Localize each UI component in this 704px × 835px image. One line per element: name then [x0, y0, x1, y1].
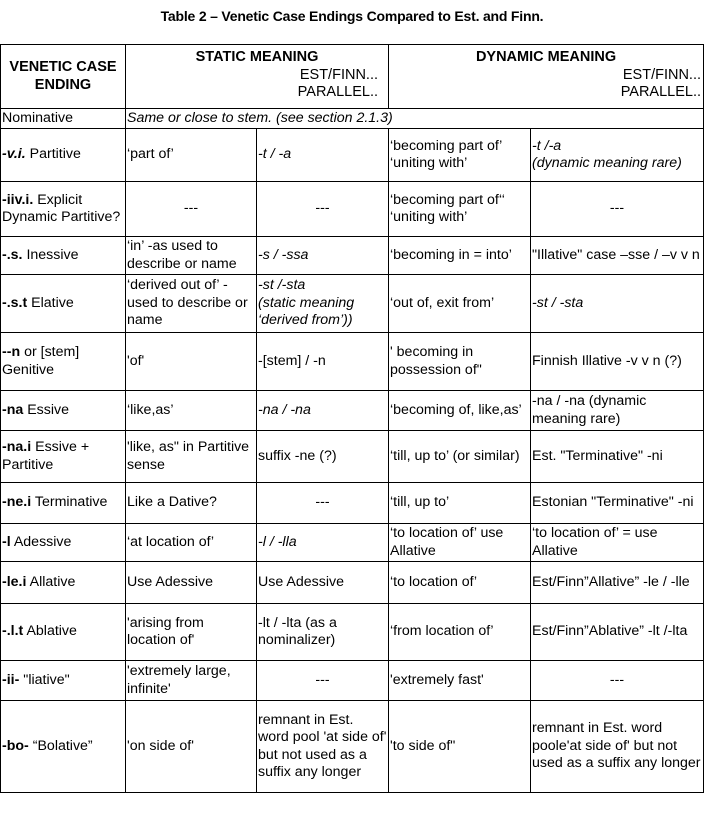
- ending-cell: Nominative: [1, 109, 126, 129]
- dynamic-meaning-cell: ‘from location of’: [389, 604, 531, 661]
- table-row: [1, 661, 704, 701]
- static-meaning-cell: ‘part of’: [126, 129, 257, 182]
- ending-cell: -le.i Allative: [1, 562, 126, 604]
- case-endings-table: [0, 44, 704, 793]
- static-parallel-cell: suffix -ne (?): [257, 431, 389, 483]
- static-meaning-cell: Like a Dative?: [126, 483, 257, 524]
- ending-cell: -v.i. Partitive: [1, 129, 126, 182]
- ending-cell: -na Essive: [1, 391, 126, 431]
- dynamic-parallel-cell: -t /-a (dynamic meaning rare): [531, 129, 704, 182]
- static-meaning-cell: Use Adessive: [126, 562, 257, 604]
- dynamic-meaning-cell: ‘becoming part of‘‘ ‘uniting with’: [389, 182, 531, 237]
- ending-cell: -bo- “Bolative”: [1, 701, 126, 793]
- table-row: [1, 237, 704, 275]
- ending-cell: --n or [stem] Genitive: [1, 333, 126, 391]
- static-meaning-cell: 'arising from location of': [126, 604, 257, 661]
- dynamic-parallel-cell: Est/Finn”Ablative” -lt /-lta: [531, 604, 704, 661]
- table-row: [1, 109, 704, 129]
- ending-cell: -iiv.i. Explicit Dynamic Partitive?: [1, 182, 126, 237]
- static-meaning-cell: ---: [126, 182, 257, 237]
- ending-cell: -.s. Inessive: [1, 237, 126, 275]
- ending-cell: -l Adessive: [1, 524, 126, 562]
- table-row: [1, 524, 704, 562]
- dynamic-parallel-cell: Estonian "Terminative" -ni: [531, 483, 704, 524]
- table-row: [1, 333, 704, 391]
- dynamic-parallel-cell: ---: [531, 182, 704, 237]
- dynamic-parallel-cell: Est. "Terminative" -ni: [531, 431, 704, 483]
- static-parallel-cell: -st /-sta (static meaning ‘derived from’)): [257, 275, 389, 333]
- dynamic-parallel-label: EST/FINN... PARALLEL..: [620, 66, 702, 100]
- static-meaning-cell: 'on side of': [126, 701, 257, 793]
- static-parallel-cell: ---: [257, 483, 389, 524]
- dynamic-meaning-cell: ‘to location of’ use Allative: [389, 524, 531, 562]
- dynamic-title: DYNAMIC MEANING: [475, 49, 617, 65]
- static-parallel-cell: -t / -a: [257, 129, 389, 182]
- dynamic-meaning-cell: ‘becoming of, like,as’: [389, 391, 531, 431]
- static-parallel-cell: Use Adessive: [257, 562, 389, 604]
- dynamic-meaning-cell: ‘becoming in = into’: [389, 237, 531, 275]
- table-row: [1, 562, 704, 604]
- static-parallel-cell: ---: [257, 661, 389, 701]
- dynamic-meaning-cell: ‘till, up to’: [389, 483, 531, 524]
- dynamic-meaning-cell: 'extremely fast': [389, 661, 531, 701]
- static-meaning-cell: ‘in’ -as used to describe or name: [126, 237, 257, 275]
- static-parallel-cell: -na / -na: [257, 391, 389, 431]
- static-parallel-cell: ---: [257, 182, 389, 237]
- header-row: [1, 45, 704, 109]
- static-parallel-cell: -lt / -lta (as a nominalizer): [257, 604, 389, 661]
- header-static-meaning: [126, 45, 389, 109]
- dynamic-parallel-cell: "Illative" case –sse / –v v n: [531, 237, 704, 275]
- table-row: [1, 275, 704, 333]
- dynamic-parallel-cell: Finnish Illative -v v n (?): [531, 333, 704, 391]
- dynamic-meaning-cell: ‘till, up to’ (or similar): [389, 431, 531, 483]
- merged-meaning-cell: Same or close to stem. (see section 2.1.3): [126, 109, 704, 129]
- static-parallel-cell: remnant in Est. word pool 'at side of' but not used as a suffix any longer: [257, 701, 389, 793]
- static-parallel-cell: -l / -lla: [257, 524, 389, 562]
- table-row: [1, 483, 704, 524]
- dynamic-parallel-cell: -na / -na (dynamic meaning rare): [531, 391, 704, 431]
- static-meaning-cell: ‘at location of’: [126, 524, 257, 562]
- dynamic-parallel-cell: Est/Finn”Allative” -le / -lle: [531, 562, 704, 604]
- dynamic-parallel-cell: -st / -sta: [531, 275, 704, 333]
- table-row: [1, 129, 704, 182]
- ending-cell: -.s.t Elative: [1, 275, 126, 333]
- static-meaning-cell: ‘like,as’: [126, 391, 257, 431]
- static-meaning-cell: ‘derived out of’ - used to describe or name: [126, 275, 257, 333]
- ending-cell: -ne.i Terminative: [1, 483, 126, 524]
- dynamic-parallel-cell: remnant in Est. word poole'at side of' but not used as a suffix any longer: [531, 701, 704, 793]
- static-title: STATIC MEANING: [195, 49, 319, 65]
- dynamic-meaning-cell: ‘to location of’: [389, 562, 531, 604]
- dynamic-parallel-cell: ---: [531, 661, 704, 701]
- table-row: [1, 701, 704, 793]
- static-meaning-cell: 'like, as" in Partitive sense: [126, 431, 257, 483]
- static-meaning-cell: 'of': [126, 333, 257, 391]
- dynamic-parallel-cell: ‘to location of’ = use Allative: [531, 524, 704, 562]
- dynamic-meaning-cell: 'to side of": [389, 701, 531, 793]
- static-parallel-label: EST/FINN... PARALLEL..: [297, 66, 379, 100]
- table-row: [1, 604, 704, 661]
- ending-cell: -ii- "liative": [1, 661, 126, 701]
- dynamic-meaning-cell: ' becoming in possession of": [389, 333, 531, 391]
- ending-cell: -na.i Essive + Partitive: [1, 431, 126, 483]
- static-parallel-cell: -[stem] / -n: [257, 333, 389, 391]
- header-venetic-case-ending: VENETIC CASE ENDING: [1, 45, 126, 109]
- dynamic-meaning-cell: ‘out of, exit from’: [389, 275, 531, 333]
- ending-cell: -.l.t Ablative: [1, 604, 126, 661]
- static-meaning-cell: 'extremely large, infinite': [126, 661, 257, 701]
- dynamic-meaning-cell: ‘becoming part of’ ‘uniting with’: [389, 129, 531, 182]
- header-dynamic-meaning: [389, 45, 704, 109]
- table-row: [1, 182, 704, 237]
- table-row: [1, 391, 704, 431]
- static-parallel-cell: -s / -ssa: [257, 237, 389, 275]
- table-row: [1, 431, 704, 483]
- table-caption: Table 2 – Venetic Case Endings Compared to Est. and Finn.: [160, 8, 544, 24]
